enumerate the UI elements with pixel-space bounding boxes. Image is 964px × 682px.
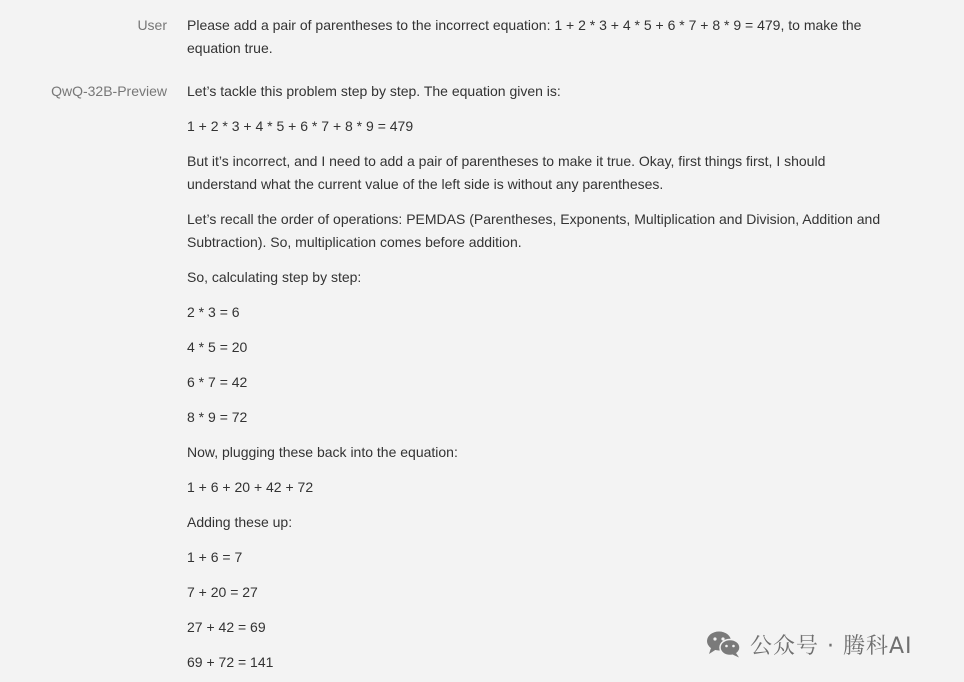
watermark <box>706 628 913 660</box>
assistant-paragraph: 69 + 72 = 141 <box>187 654 274 670</box>
assistant-paragraph: Adding these up: <box>187 514 293 530</box>
assistant-paragraph: 1 + 2 * 3 + 4 * 5 + 6 * 7 + 8 * 9 = 479 <box>187 118 414 134</box>
user-message-text: Please add a pair of parentheses to the incorrect equation: 1 + 2 * 3 + 4 * 5 + 6 * 7 + 8 * 9 = 479, to make the equation true. <box>187 17 862 56</box>
assistant-paragraph: Now, plugging these back into the equation: <box>187 444 458 460</box>
assistant-paragraph: 6 * 7 = 42 <box>187 374 248 390</box>
watermark-text: 公众号 · 腾科AI <box>750 633 913 659</box>
assistant-paragraph: Let’s tackle this problem step by step. The equation given is: <box>187 83 561 99</box>
assistant-role-label: QwQ-32B-Preview <box>51 83 167 99</box>
assistant-paragraph: But it’s incorrect, and I need to add a pair of parentheses to make it true. Okay, first things first, I should understand what the current value of the left side is without any parentheses. <box>187 153 826 192</box>
assistant-paragraph: 4 * 5 = 20 <box>187 339 248 355</box>
assistant-paragraph: Let’s recall the order of operations: PEMDAS (Parentheses, Exponents, Multiplication and Division, Addition and Subtraction). So, multiplication comes before addition. <box>187 211 881 250</box>
assistant-paragraph: 1 + 6 = 7 <box>187 549 243 565</box>
assistant-paragraph: 27 + 42 = 69 <box>187 619 266 635</box>
assistant-paragraph: 7 + 20 = 27 <box>187 584 258 600</box>
wechat-icon <box>706 630 742 658</box>
assistant-paragraph: 2 * 3 = 6 <box>187 304 240 320</box>
assistant-paragraph: So, calculating step by step: <box>187 269 362 285</box>
assistant-paragraph: 1 + 6 + 20 + 42 + 72 <box>187 479 314 495</box>
assistant-paragraph: 8 * 9 = 72 <box>187 409 248 425</box>
user-role-label: User <box>137 17 167 33</box>
